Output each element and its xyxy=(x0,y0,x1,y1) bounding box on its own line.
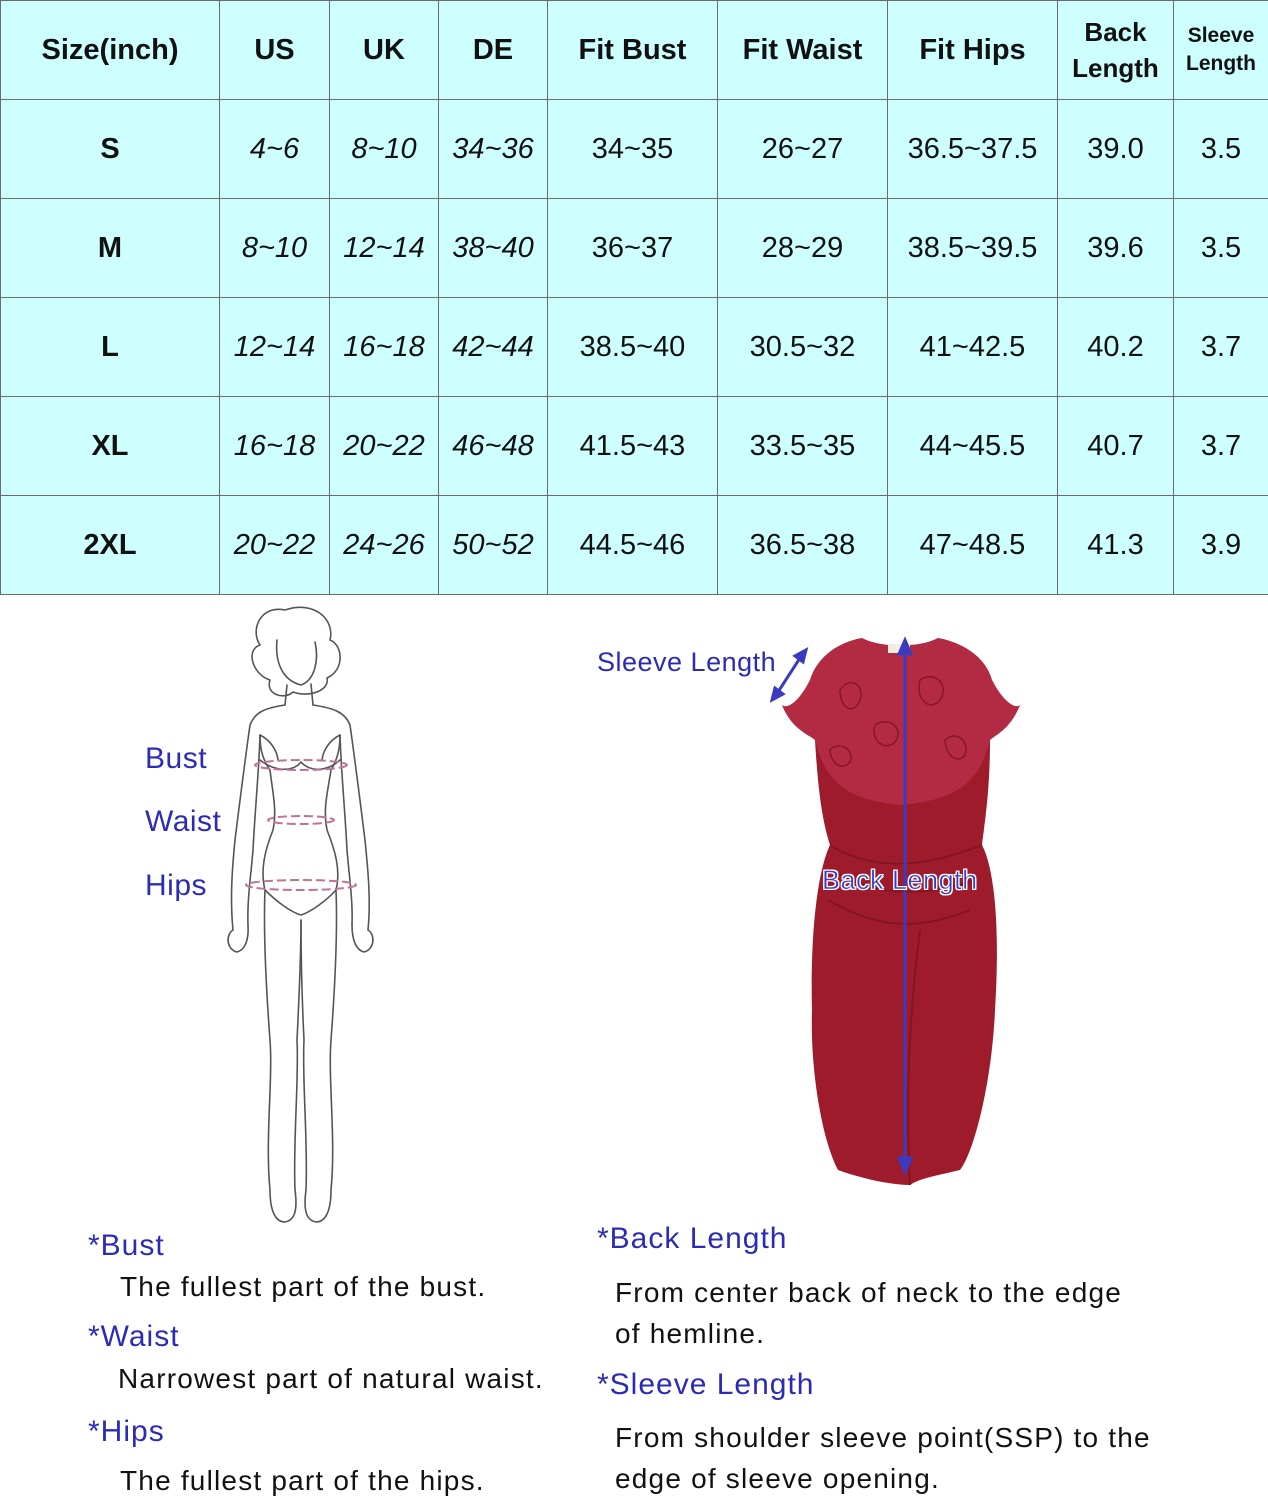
cell-fit-bust: 41.5~43 xyxy=(548,397,718,496)
header-fit-waist: Fit Waist xyxy=(718,1,888,100)
cell-de: 42~44 xyxy=(439,298,548,397)
waist-definition-text: Narrowest part of natural waist. xyxy=(118,1358,544,1399)
header-de: DE xyxy=(439,1,548,100)
cell-us: 20~22 xyxy=(220,496,330,595)
cell-uk: 20~22 xyxy=(330,397,439,496)
table-row xyxy=(1,100,1268,199)
bust-label: Bust xyxy=(145,742,207,776)
cell-size: S xyxy=(1,100,220,199)
table-row xyxy=(1,199,1268,298)
cell-us: 12~14 xyxy=(220,298,330,397)
header-fit-hips: Fit Hips xyxy=(888,1,1058,100)
hips-label: Hips xyxy=(145,869,207,903)
cell-sleeve-length: 3.5 xyxy=(1174,100,1268,199)
cell-back-length: 39.0 xyxy=(1058,100,1174,199)
cell-de: 50~52 xyxy=(439,496,548,595)
cell-de: 38~40 xyxy=(439,199,548,298)
cell-uk: 16~18 xyxy=(330,298,439,397)
cell-us: 4~6 xyxy=(220,100,330,199)
cell-size: M xyxy=(1,199,220,298)
cell-de: 46~48 xyxy=(439,397,548,496)
header-back-length xyxy=(1058,1,1174,100)
cell-fit-waist: 33.5~35 xyxy=(718,397,888,496)
hips-definition-title: *Hips xyxy=(88,1415,165,1449)
header-sleeve-length-line2: Length xyxy=(1186,52,1256,75)
waist-definition-title: *Waist xyxy=(88,1320,180,1354)
cell-back-length: 40.7 xyxy=(1058,397,1174,496)
cell-uk: 12~14 xyxy=(330,199,439,298)
body-measurement-figure xyxy=(215,600,390,1230)
waist-label: Waist xyxy=(145,805,221,839)
header-us: US xyxy=(220,1,330,100)
cell-fit-bust: 36~37 xyxy=(548,199,718,298)
cell-size: 2XL xyxy=(1,496,220,595)
back-length-definition-text-2: of hemline. xyxy=(615,1313,765,1354)
header-size: Size(inch) xyxy=(1,1,220,100)
sleeve-length-definition-text-2: edge of sleeve opening. xyxy=(615,1458,940,1499)
table-row xyxy=(1,496,1268,595)
cell-us: 8~10 xyxy=(220,199,330,298)
sleeve-length-definition-title: *Sleeve Length xyxy=(597,1368,815,1402)
cell-fit-waist: 36.5~38 xyxy=(718,496,888,595)
header-back-length-line2: Length xyxy=(1072,53,1159,83)
back-length-definition-text-1: From center back of neck to the edge xyxy=(615,1272,1122,1313)
cell-sleeve-length: 3.5 xyxy=(1174,199,1268,298)
cell-size: L xyxy=(1,298,220,397)
dress-figure xyxy=(770,630,1030,1200)
table-body xyxy=(1,100,1268,595)
cell-sleeve-length: 3.9 xyxy=(1174,496,1268,595)
cell-fit-waist: 26~27 xyxy=(718,100,888,199)
bust-definition-text: The fullest part of the bust. xyxy=(120,1266,486,1307)
cell-fit-bust: 44.5~46 xyxy=(548,496,718,595)
cell-fit-hips: 36.5~37.5 xyxy=(888,100,1058,199)
cell-back-length: 40.2 xyxy=(1058,298,1174,397)
cell-uk: 8~10 xyxy=(330,100,439,199)
cell-fit-hips: 47~48.5 xyxy=(888,496,1058,595)
cell-de: 34~36 xyxy=(439,100,548,199)
cell-back-length: 39.6 xyxy=(1058,199,1174,298)
cell-fit-hips: 41~42.5 xyxy=(888,298,1058,397)
cell-fit-bust: 34~35 xyxy=(548,100,718,199)
header-sleeve-length-line1: Sleeve xyxy=(1188,24,1255,47)
cell-us: 16~18 xyxy=(220,397,330,496)
header-sleeve-length xyxy=(1174,1,1268,100)
cell-sleeve-length: 3.7 xyxy=(1174,298,1268,397)
cell-fit-waist: 30.5~32 xyxy=(718,298,888,397)
bust-definition-title: *Bust xyxy=(88,1229,165,1263)
cell-fit-hips: 38.5~39.5 xyxy=(888,199,1058,298)
sleeve-length-definition-text-1: From shoulder sleeve point(SSP) to the xyxy=(615,1417,1151,1458)
sleeve-length-label: Sleeve Length xyxy=(597,647,776,678)
header-back-length-line1: Back xyxy=(1084,17,1146,47)
header-fit-bust: Fit Bust xyxy=(548,1,718,100)
table-row xyxy=(1,397,1268,496)
cell-fit-waist: 28~29 xyxy=(718,199,888,298)
size-chart-table xyxy=(0,0,1268,595)
hips-definition-text: The fullest part of the hips. xyxy=(120,1460,485,1501)
cell-size: XL xyxy=(1,397,220,496)
back-length-label: Back Length xyxy=(822,865,978,896)
cell-fit-hips: 44~45.5 xyxy=(888,397,1058,496)
table-header-row xyxy=(1,1,1268,100)
back-length-definition-title: *Back Length xyxy=(597,1222,787,1256)
cell-sleeve-length: 3.7 xyxy=(1174,397,1268,496)
table-row xyxy=(1,298,1268,397)
header-uk: UK xyxy=(330,1,439,100)
cell-uk: 24~26 xyxy=(330,496,439,595)
cell-back-length: 41.3 xyxy=(1058,496,1174,595)
cell-fit-bust: 38.5~40 xyxy=(548,298,718,397)
